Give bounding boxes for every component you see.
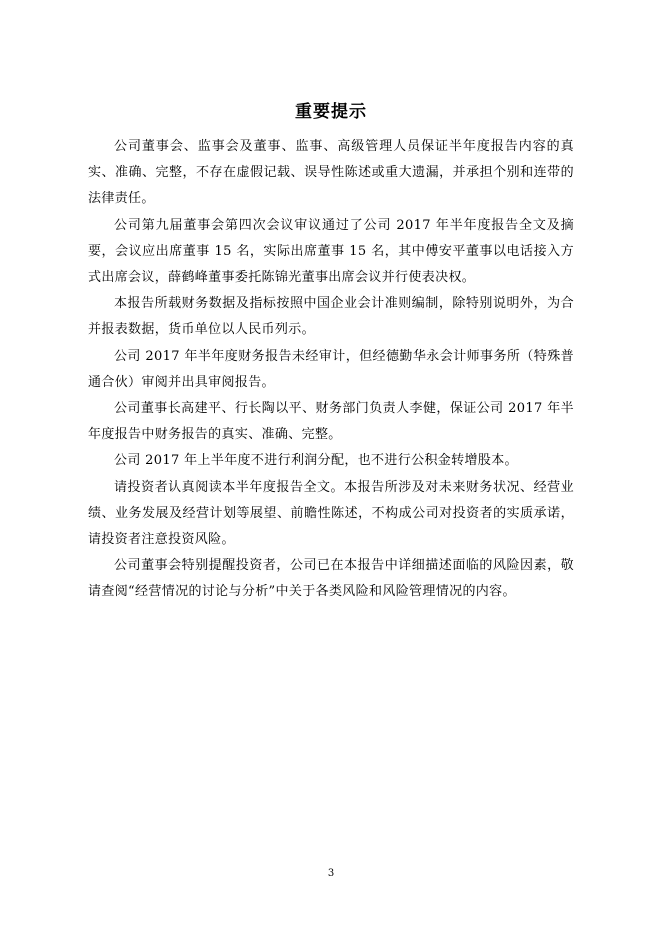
paragraph-3: 本报告所载财务数据及指标按照中国企业会计准则编制，除特别说明外，为合并报表数据，货币单位以人民币列示。 <box>88 296 574 338</box>
body-text <box>88 134 574 606</box>
paragraph-6: 公司 2017 年上半年度不进行利润分配，也不进行公积金转增股本。 <box>114 453 518 469</box>
paragraph-5: 公司董事长高建平、行长陶以平、财务部门负责人李健，保证公司 2017 年半年度报告中财务报告的真实、准确、完整。 <box>88 401 574 443</box>
paragraph-7: 请投资者认真阅读本半年度报告全文。本报告所涉及对未来财务状况、经营业绩、业务发展及经营计划等展望、前瞻性陈述，不构成公司对投资者的实质承诺，请投资者注意投资风险。 <box>88 479 574 548</box>
page-number: 3 <box>327 868 335 879</box>
paragraph-2: 公司第九届董事会第四次会议审议通过了公司 2017 年半年度报告全文及摘要，会议应出席董事 15 名，实际出席董事 15 名，其中傅安平董事以电话接入方式出席会议，薛鹤峰董事委托陈锦光董事出席会议并行使表决权。 <box>88 217 574 286</box>
paragraph-8: 公司董事会特别提醒投资者，公司已在本报告中详细描述面临的风险因素，敬请查阅“经营情况的讨论与分析”中关于各类风险和风险管理情况的内容。 <box>88 558 574 600</box>
paragraph-4: 公司 2017 年半年度财务报告未经审计，但经德勤华永会计师事务所（特殊普通合伙）审阅并出具审阅报告。 <box>88 348 574 390</box>
page-title: 重要提示 <box>295 102 367 122</box>
paragraph-1: 公司董事会、监事会及董事、监事、高级管理人员保证半年度报告内容的真实、准确、完整，不存在虚假记载、误导性陈述或重大遗漏，并承担个别和连带的法律责任。 <box>88 139 574 207</box>
